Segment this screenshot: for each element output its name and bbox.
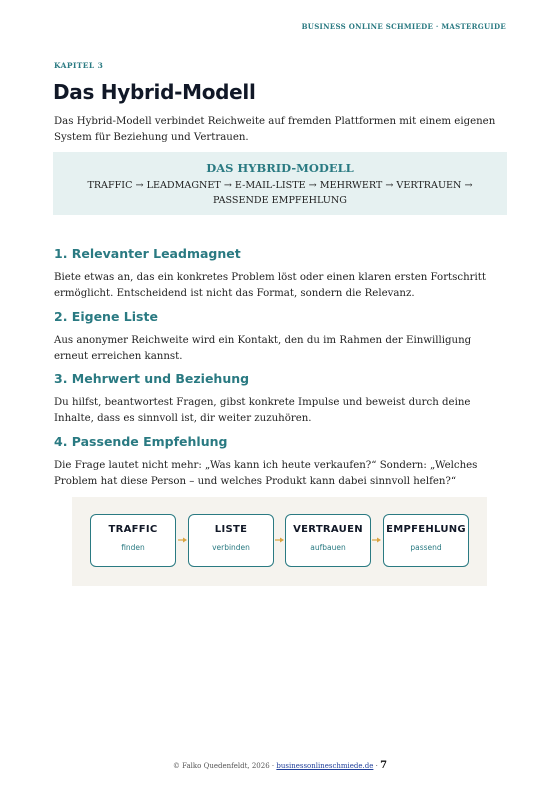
arrow-right-icon	[178, 536, 188, 544]
section-body-empfehlung: Die Frage lautet nicht mehr: „Was kann ich heute verkaufen?“ Sondern: „Welches Problem hat diese Person – und welches Produkt kann dabei sinnvoll helfen?“	[54, 460, 478, 487]
arrow-right-icon	[275, 536, 285, 544]
running-head: BUSINESS ONLINE SCHMIEDE · MASTERGUIDE	[301, 22, 506, 31]
flow-step-subtitle: verbinden	[212, 543, 250, 552]
section-heading-leadmagnet: 1. Relevanter Leadmagnet	[54, 246, 241, 261]
page-number: 7	[380, 760, 388, 771]
page-title: Das Hybrid-Modell	[53, 80, 256, 104]
flow-diagram	[72, 497, 487, 586]
hybrid-model-callout	[53, 152, 507, 215]
section-body-leadmagnet: Biete etwas an, das ein konkretes Problem löst oder einen klaren ersten Fortschritt ermöglicht. Entscheidend ist nicht das Format, sondern die Relevanz.	[54, 272, 486, 299]
flow-step-title: EMPFEHLUNG	[386, 524, 466, 535]
footer-separator: ·	[375, 762, 378, 770]
footer-website-link[interactable]: businessonlineschmiede.de	[276, 762, 374, 770]
flow-step-subtitle: finden	[121, 543, 145, 552]
flow-step-liste	[188, 514, 274, 567]
chapter-label: KAPITEL 3	[54, 61, 104, 70]
section-body-liste: Aus anonymer Reichweite wird ein Kontakt, den du im Rahmen der Einwilligung erneut erreichen kannst.	[54, 335, 472, 362]
footer-copyright: © Falko Quedenfeldt, 2026	[172, 762, 270, 770]
callout-title: DAS HYBRID-MODELL	[206, 161, 354, 175]
intro-paragraph: Das Hybrid-Modell verbindet Reichweite auf fremden Plattformen mit einem eigenen System für Beziehung und Vertrauen.	[54, 116, 496, 143]
page-footer	[0, 760, 560, 771]
section-heading-empfehlung: 4. Passende Empfehlung	[54, 434, 228, 449]
footer-separator: ·	[271, 762, 275, 770]
flow-step-subtitle: aufbauen	[310, 543, 346, 552]
flow-step-title: LISTE	[214, 524, 248, 535]
flow-step-title: TRAFFIC	[108, 524, 158, 535]
section-body-mehrwert: Du hilfst, beantwortest Fragen, gibst konkrete Impulse und beweist durch deine Inhalte, dass es sinnvoll ist, dir weiter zuzuhören.	[54, 397, 471, 424]
arrow-right-icon	[372, 536, 382, 544]
flow-step-subtitle: passend	[410, 543, 442, 552]
section-heading-mehrwert: 3. Mehrwert und Beziehung	[54, 371, 250, 386]
flow-step-empfehlung	[383, 514, 469, 567]
flow-step-traffic	[90, 514, 176, 567]
callout-sequence: TRAFFIC → LEADMAGNET → E-MAIL-LISTE → MEHRWERT → VERTRAUEN → PASSENDE EMPFEHLUNG	[87, 180, 473, 206]
flow-step-vertrauen	[285, 514, 371, 567]
flow-step-title: VERTRAUEN	[293, 524, 363, 535]
section-heading-liste: 2. Eigene Liste	[54, 309, 158, 324]
